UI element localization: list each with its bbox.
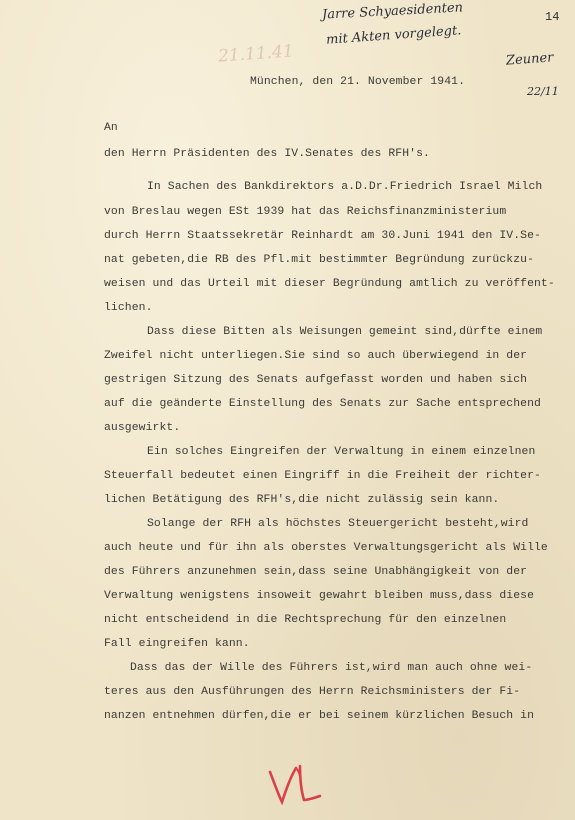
body-line: In Sachen des Bankdirektors a.D.Dr.Friedrich Israel Milch (147, 181, 543, 193)
body-line: auf die geänderte Einstellung des Senats zur Sache entsprechend (104, 398, 541, 410)
faint-pencil-stamp: 21.11.41 (217, 41, 295, 67)
body-line: Dass das der Wille des Führers ist,wird man auch ohne wei- (130, 662, 533, 674)
body-line: nat gebeten,die RB des Pfl.mit bestimmter Begründung zurückzu- (104, 254, 535, 266)
body-line: Steuerfall bedeutet einen Eingriff in die Freiheit der richter- (104, 470, 541, 482)
page-number: 14 (545, 10, 560, 24)
body-line: Zweifel nicht unterliegen.Sie sind so auch überwiegend in der (104, 350, 528, 362)
body-line: nanzen entnehmen dürfen,die er bei seinem kürzlichen Besuch in (104, 710, 535, 722)
salutation-an: An (104, 122, 118, 134)
body-line: ausgewirkt. (104, 422, 181, 434)
handwritten-signature: Zeuner (505, 50, 554, 69)
body-line: durch Herrn Staatssekretär Reinhardt am 30.Juni 1941 den IV.Se- (104, 230, 541, 242)
body-line: nicht entscheidend in die Rechtsprechung für den einzelnen (104, 614, 507, 626)
body-line: Verwaltung wenigstens insoweit gewahrt bleiben muss,dass diese (104, 590, 535, 602)
body-line: lichen Betätigung des RFH's,die nicht zulässig sein kann. (104, 494, 500, 506)
body-line: auch heute und für ihn als oberstes Verwaltungsgericht als Wille (104, 542, 548, 554)
handwritten-note-line2: mit Akten vorgelegt. (325, 23, 462, 48)
recipient-line: den Herrn Präsidenten des IV.Senates des RFH's. (104, 148, 430, 160)
place-date-line: München, den 21. November 1941. (250, 76, 466, 88)
body-line: Solange der RFH als höchstes Steuergericht besteht,wird (147, 518, 529, 530)
red-pencil-initials (266, 760, 326, 810)
body-line: Dass diese Bitten als Weisungen gemeint sind,dürfte einem (147, 326, 543, 338)
body-line: gestrigen Sitzung des Senats aufgefasst worden und haben sich (104, 374, 528, 386)
body-line: teres aus den Ausführungen des Herrn Reichsministers der Fi- (104, 686, 521, 698)
body-line: Fall eingreifen kann. (104, 638, 250, 650)
body-line: des Führers anzunehmen sein,dass seine Unabhängigkeit von der (104, 566, 528, 578)
body-line: lichen. (104, 302, 153, 314)
body-line: Ein solches Eingreifen der Verwaltung in einem einzelnen (147, 446, 536, 458)
body-line: von Breslau wegen ESt 1939 hat das Reichsfinanzministerium (104, 206, 507, 218)
body-line: weisen und das Urteil mit dieser Begründung amtlich zu veröffent- (104, 278, 555, 290)
handwritten-date-mark: 22/11 (527, 85, 559, 98)
handwritten-note-line1: Jarre Schyaesidenten (321, 0, 464, 23)
